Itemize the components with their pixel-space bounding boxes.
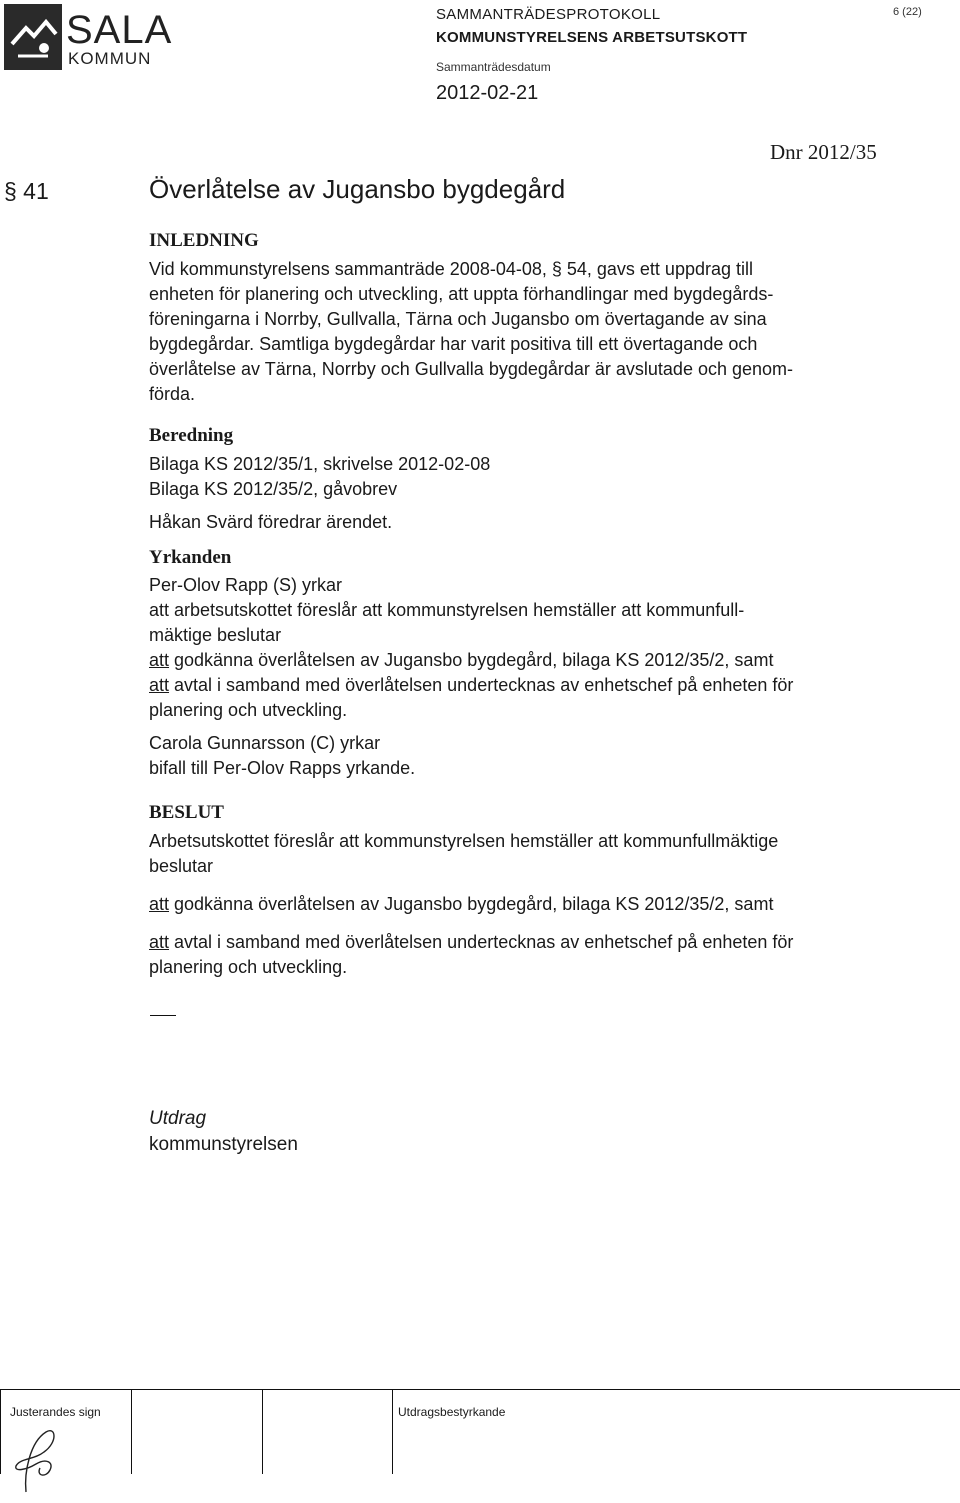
logo-name: SALA [66, 8, 173, 52]
paragraph-number: § 41 [4, 178, 49, 204]
heading-yrkanden: Yrkanden [149, 547, 232, 568]
beslut-att-1 [149, 892, 773, 917]
committee-name: KOMMUNSTYRELSENS ARBETSUTSKOTT [436, 29, 748, 46]
heading-beslut: BESLUT [149, 802, 224, 823]
diary-number: Dnr 2012/35 [770, 140, 877, 164]
yrkande-att-1-text: godkänna överlåtelsen av Jugansbo bygdegård, bilaga KS 2012/35/2, samt [169, 650, 774, 670]
logo-sub: KOMMUN [68, 49, 152, 68]
municipality-logo [0, 0, 173, 80]
attachment-1: Bilaga KS 2012/35/1, skrivelse 2012-02-08 [149, 454, 491, 474]
coat-of-arms-icon [4, 4, 62, 70]
section-divider [150, 1015, 176, 1016]
beslut-att-2-text: avtal i samband med överlåtelsen undertecknas av enhetschef på enheten för planering och utveckling. [149, 932, 794, 977]
inledning-text: Vid kommunstyrelsens sammanträde 2008-04-08, § 54, gavs ett uppdrag till enheten för planering och utveckling, att uppta förhandlingar med bygdegårds- föreningarna i Norrby, Gullvalla, Tärna och Jugansbo om övertagande av sina bygdegårdar. Samtliga bygdegårdar har varit positiva till ett övertagande och överlåtelse av Tärna, Norrby och Gullvalla bygdegårdar är avslutade och genom- förda. [149, 259, 794, 404]
footer-divider [392, 1389, 393, 1474]
heading-inledning: INLEDNING [149, 230, 259, 251]
att-keyword: att [149, 650, 170, 670]
document-type: SAMMANTRÄDESPROTOKOLL [436, 6, 661, 23]
att-keyword: att [149, 932, 170, 952]
beslut-att-2 [149, 930, 793, 980]
page-number: 6 (22) [893, 6, 922, 18]
yrkande-intro: Per-Olov Rapp (S) yrkar att arbetsutskottet föreslår att kommunstyrelsen hemställer att kommunfull- mäktige beslutar [149, 575, 745, 645]
utdrag-recipient: kommunstyrelsen [149, 1134, 298, 1155]
footer-divider [0, 1389, 1, 1474]
footer-rule [0, 1389, 960, 1390]
yrkande-second: Carola Gunnarsson (C) yrkar bifall till Per-Olov Rapps yrkande. [149, 733, 416, 778]
footer-divider [131, 1389, 132, 1474]
sign-label: Justerandes sign [10, 1405, 101, 1419]
beslut-att-1-text: godkänna överlåtelsen av Jugansbo bygdegård, bilaga KS 2012/35/2, samt [169, 894, 774, 914]
meeting-date: 2012-02-21 [436, 82, 539, 104]
utdrag-label: Utdrag [149, 1108, 207, 1129]
heading-beredning: Beredning [149, 425, 234, 446]
beslut-intro: Arbetsutskottet föreslår att kommunstyrelsen hemställer att kommunfullmäktige beslutar [149, 831, 779, 876]
date-label: Sammanträdesdatum [436, 60, 551, 74]
utdragsbestyrkande-label: Utdragsbestyrkande [398, 1405, 506, 1419]
footer-divider [262, 1389, 263, 1474]
attachment-2: Bilaga KS 2012/35/2, gåvobrev [149, 479, 398, 499]
handwritten-signature [6, 1422, 66, 1498]
yrkande-att-2-text: avtal i samband med överlåtelsen undertecknas av enhetschef på enheten för planering och utveckling. [149, 675, 794, 720]
att-keyword: att [149, 675, 170, 695]
paragraph-title: Överlåtelse av Jugansbo bygdegård [149, 174, 566, 204]
att-keyword: att [149, 894, 170, 914]
yrkande-att-1 [149, 648, 773, 673]
presenter-note: Håkan Svärd föredrar ärendet. [149, 512, 393, 532]
yrkande-att-2 [149, 673, 793, 723]
